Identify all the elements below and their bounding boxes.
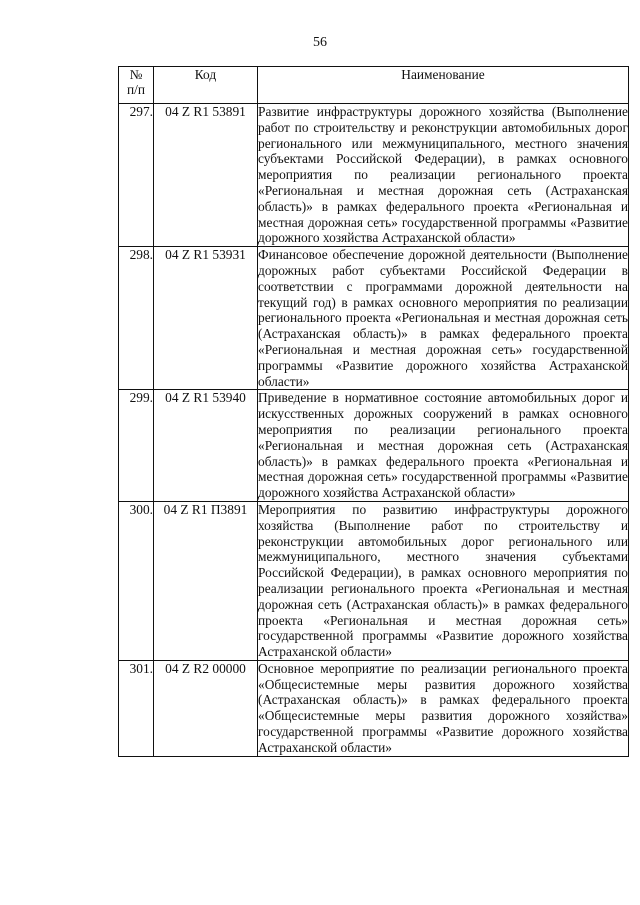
row-number: 301. — [119, 660, 154, 756]
row-code: 04 Z R1 53940 — [154, 390, 258, 502]
row-code: 04 Z R1 53891 — [154, 104, 258, 247]
header-number-symbol: № — [129, 67, 143, 82]
table-body — [119, 104, 629, 757]
row-number: 300. — [119, 501, 154, 660]
table-row — [119, 660, 629, 756]
row-name: Приведение в нормативное состояние автомобильных дорог и искусственных дорожных сооружений в рамках основного мероприятия по реализации регионального проекта «Региональная и местная дорожная сеть (Астраханская область)» в рамках федерального проекта «Региональная и местная дорожная сеть» государственной программы «Развитие дорожного хозяйства Астраханской области» — [258, 390, 628, 501]
row-number: 298. — [119, 247, 154, 390]
budget-classification-table — [118, 66, 629, 757]
row-code: 04 Z R1 П3891 — [154, 501, 258, 660]
header-number — [119, 67, 154, 104]
header-code: Код — [154, 67, 258, 104]
row-name: Основное мероприятие по реализации регионального проекта «Общесистемные меры развития дорожного хозяйства (Астраханская область)» в рамках федерального проекта «Общесистемные меры развития дорожного хозяйства» государственной программы «Развитие дорожного хозяйства Астраханской области» — [258, 660, 628, 755]
header-name: Наименование — [258, 67, 629, 104]
table-row — [119, 247, 629, 390]
page-number: 56 — [313, 35, 327, 50]
table-header — [119, 67, 629, 104]
row-code: 04 Z R1 53931 — [154, 247, 258, 390]
row-number: 297. — [119, 104, 154, 247]
table-row — [119, 390, 629, 502]
table-row — [119, 501, 629, 660]
row-name: Мероприятия по развитию инфраструктуры дорожного хозяйства (Выполнение работ по строительству и реконструкции автомобильных дорог регионального или межмуниципального, местного значения субъектами Российской Федерации), в рамках основного мероприятия по реализации регионального проекта «Региональная и местная дорожная сеть (Астраханская область)» в рамках федерального проекта «Региональная и местная дорожная сеть» государственной программы «Развитие дорожного хозяйства Астраханской области» — [258, 501, 628, 660]
row-number: 299. — [119, 390, 154, 502]
row-name: Финансовое обеспечение дорожной деятельности (Выполнение дорожных работ субъектами Российской Федерации в соответствии с программами дорожной деятельности на текущий год) в рамках основного мероприятия по реализации регионального проекта «Региональная и местная дорожная сеть (Астраханская область)» в рамках федерального проекта «Региональная и местная дорожная сеть» государственной программы «Развитие дорожного хозяйства Астраханской области» — [258, 247, 628, 389]
header-number-abbrev: п/п — [126, 82, 146, 97]
row-code: 04 Z R2 00000 — [154, 660, 258, 756]
table-header-row — [119, 67, 629, 104]
table-row — [119, 104, 629, 247]
row-name: Развитие инфраструктуры дорожного хозяйства (Выполнение работ по строительству и реконструкции автомобильных дорог регионального или межмуниципального, местного значения субъектами Российской Федерации), в рамках основного мероприятия по реализации регионального проекта «Региональная и местная дорожная сеть (Астраханская область)» в рамках федерального проекта «Региональная и местная дорожная сеть» государственной программы «Развитие дорожного хозяйства Астраханской области» — [258, 104, 628, 246]
